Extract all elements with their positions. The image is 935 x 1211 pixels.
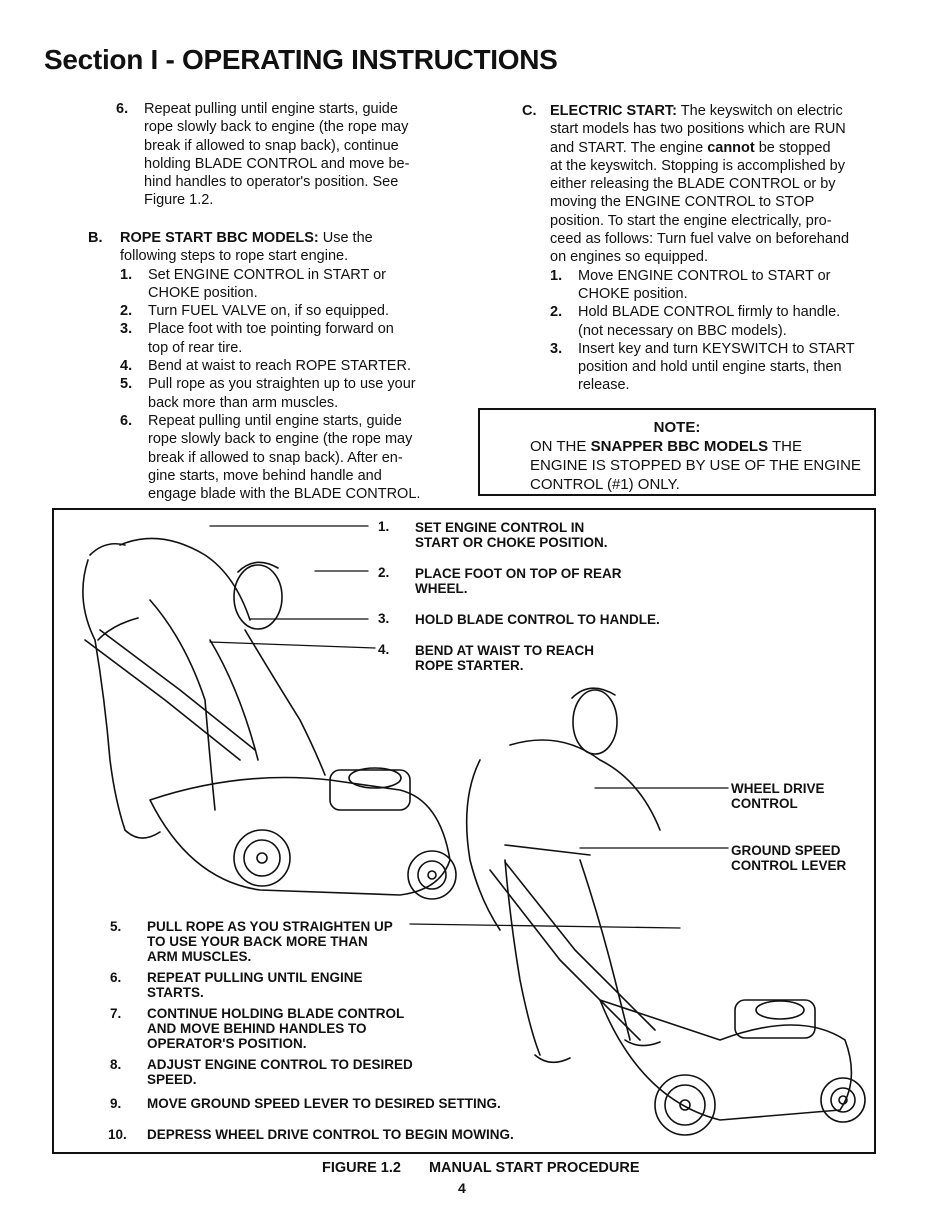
callout-line: ARM MUSCLES. [147, 949, 252, 964]
para-line: moving the ENGINE CONTROL to STOP [550, 194, 815, 211]
callout-text [147, 919, 393, 964]
step-number: 3. [550, 340, 563, 357]
callout-line: PLACE FOOT ON TOP OF REAR [415, 566, 622, 581]
para-line: ceed as follows: Turn fuel valve on beforehand [550, 231, 850, 248]
item-line: Figure 1.2. [144, 192, 214, 209]
callout-line: CONTROL [731, 796, 798, 811]
step-line: Repeat pulling until engine starts, guide [148, 412, 402, 429]
note-line: ENGINE IS STOPPED BY USE OF THE ENGINE [530, 457, 861, 474]
section-letter: B. [88, 230, 103, 246]
callout-text [147, 1006, 404, 1051]
callout-number: 8. [110, 1057, 122, 1072]
page-number: 4 [458, 1180, 466, 1196]
step-number: 1. [120, 266, 133, 283]
mower-rope-start [85, 630, 456, 899]
figure-caption [322, 1160, 640, 1176]
callout-line: HOLD BLADE CONTROL TO HANDLE. [415, 612, 660, 627]
callout-text [147, 1127, 514, 1142]
item-line: hind handles to operator's position. See [144, 174, 399, 191]
note-text: ON THE [530, 438, 591, 455]
step-line: Move ENGINE CONTROL to START or [578, 267, 831, 284]
step-number: 2. [120, 303, 133, 320]
callout-line: SPEED. [147, 1072, 197, 1087]
item-line: holding BLADE CONTROL and move be- [144, 155, 410, 172]
section-intro: following steps to rope start engine. [120, 248, 349, 265]
para-text: be stopped [754, 139, 831, 156]
para-line: on engines so equipped. [550, 249, 709, 266]
callout-line: CONTINUE HOLDING BLADE CONTROL [147, 1006, 405, 1021]
section-letter: C. [522, 103, 537, 119]
step-line: engage blade with the BLADE CONTROL. [148, 486, 421, 503]
callout-wheel-drive [731, 781, 825, 811]
callout-line: TO USE YOUR BACK MORE THAN [147, 934, 368, 949]
callout-line: ROPE STARTER. [415, 658, 524, 673]
callout-text [147, 970, 363, 1000]
step-line: break if allowed to snap back). After en- [148, 449, 403, 466]
callout-text [415, 520, 608, 550]
step-number: 1. [550, 267, 563, 284]
person-bending-figure [83, 538, 325, 838]
callout-ground-speed [731, 843, 846, 873]
callout-text [147, 1096, 501, 1111]
para-line: at the keyswitch. Stopping is accomplished by [550, 157, 845, 174]
callout-number: 2. [378, 565, 390, 580]
step-line: Turn FUEL VALVE on, if so equipped. [148, 303, 389, 320]
step-line: Bend at waist to reach ROPE STARTER. [148, 358, 411, 375]
callout-line: SET ENGINE CONTROL IN [415, 520, 585, 535]
para-line: either releasing the BLADE CONTROL or by [550, 176, 836, 193]
item-line: Repeat pulling until engine starts, guide [144, 101, 398, 117]
section-heading: ELECTRIC START: [550, 103, 678, 119]
callout-number: 7. [110, 1006, 122, 1021]
callout-line: AND MOVE BEHIND HANDLES TO [147, 1021, 367, 1036]
step-line: rope slowly back to engine (the rope may [148, 431, 413, 448]
item-line: rope slowly back to engine (the rope may [144, 119, 409, 136]
step-number: 2. [550, 304, 563, 321]
section-heading-rest: Use the [318, 230, 373, 246]
step-line: Set ENGINE CONTROL in START or [148, 266, 386, 283]
callout-number: 3. [378, 611, 390, 626]
step-line: Hold BLADE CONTROL firmly to handle. [578, 304, 841, 321]
step-line: Insert key and turn KEYSWITCH to START [578, 340, 855, 357]
step-line: position and hold until engine starts, then [578, 359, 842, 376]
callout-text [147, 1057, 413, 1087]
callout-line: OPERATOR'S POSITION. [147, 1036, 307, 1051]
callout-line: MOVE GROUND SPEED LEVER TO DESIRED SETTING. [147, 1096, 501, 1111]
item-number: 6. [116, 101, 129, 117]
mower-electric-start [490, 862, 865, 1135]
callout-number: 10. [108, 1127, 127, 1142]
callout-number: 4. [378, 642, 390, 657]
callout-line: WHEEL. [415, 581, 468, 596]
callout-number: 9. [110, 1096, 122, 1111]
callout-line: DEPRESS WHEEL DRIVE CONTROL TO BEGIN MOWING. [147, 1127, 514, 1142]
note-text: THE [768, 438, 803, 455]
step-line: CHOKE position. [578, 285, 688, 302]
step-line: Pull rope as you straighten up to use your [148, 376, 416, 393]
step-line: (not necessary on BBC models). [578, 322, 787, 339]
para-emphasis: cannot [707, 139, 755, 156]
step-number: 3. [120, 321, 133, 338]
para-line: position. To start the engine electrically, pro- [550, 212, 832, 229]
step-line: CHOKE position. [148, 284, 258, 301]
step-number: 5. [120, 376, 133, 393]
callout-number: 1. [378, 519, 390, 534]
callout-number: 5. [110, 919, 122, 934]
callout-line: WHEEL DRIVE [731, 781, 825, 796]
callout-line: GROUND SPEED [731, 843, 841, 858]
step-number: 4. [120, 358, 133, 375]
step-number: 6. [120, 412, 133, 429]
step-line: back more than arm muscles. [148, 394, 339, 411]
step-line: gine starts, move behind handle and [148, 467, 382, 484]
para-text: and START. The engine [550, 139, 708, 156]
callout-line: ADJUST ENGINE CONTROL TO DESIRED [147, 1057, 413, 1072]
callout-line: CONTROL LEVER [731, 858, 847, 873]
note-emphasis: SNAPPER BBC MODELS [590, 438, 769, 455]
section-heading-rest: The keyswitch on electric [677, 103, 843, 119]
callout-line: PULL ROPE AS YOU STRAIGHTEN UP [147, 919, 393, 934]
callout-text [415, 612, 660, 627]
section-heading: ROPE START BBC MODELS: [120, 230, 319, 246]
callout-line: BEND AT WAIST TO REACH [415, 643, 595, 658]
callout-text [415, 643, 594, 673]
callout-number: 6. [110, 970, 122, 985]
note-line: CONTROL (#1) ONLY. [530, 476, 680, 493]
step-line: Place foot with toe pointing forward on [148, 321, 394, 338]
callout-line: START OR CHOKE POSITION. [415, 535, 608, 550]
item-line: break if allowed to snap back), continue [144, 137, 399, 154]
callout-text [415, 566, 622, 596]
callout-line: STARTS. [147, 985, 204, 1000]
callout-line: REPEAT PULLING UNTIL ENGINE [147, 970, 363, 985]
figure-title: MANUAL START PROCEDURE [428, 1160, 640, 1176]
step-line: release. [578, 377, 630, 394]
step-line: top of rear tire. [148, 339, 243, 356]
section-title: Section I - OPERATING INSTRUCTIONS [44, 44, 558, 75]
para-line: start models has two positions which are RUN [550, 121, 846, 138]
figure-number: FIGURE 1.2 [322, 1160, 401, 1176]
note-title: NOTE: [653, 419, 701, 436]
